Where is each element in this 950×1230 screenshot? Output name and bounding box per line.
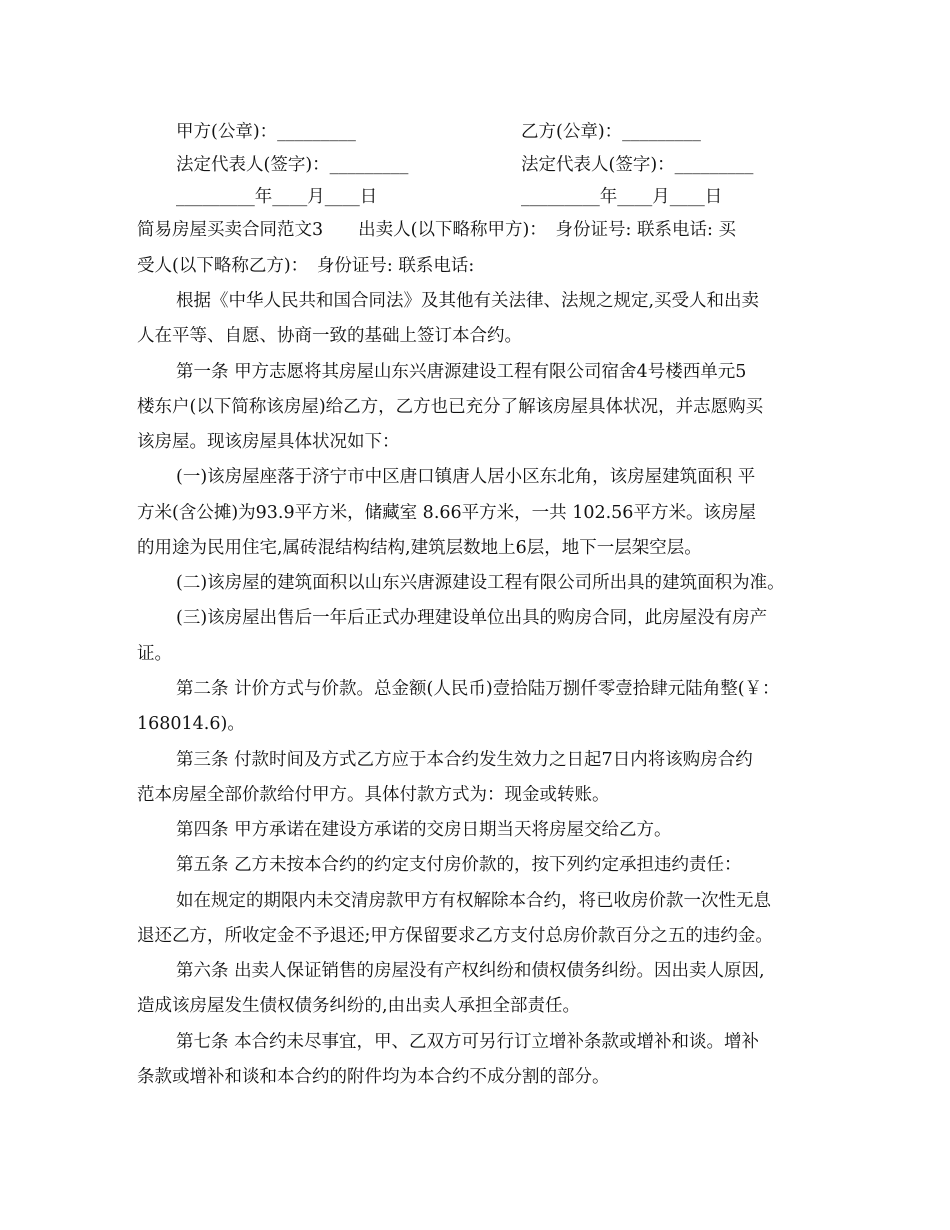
body-line: 证。	[137, 644, 172, 664]
body-line: 简易房屋买卖合同范文3 出卖人(以下略称甲方)： 身份证号: 联系电话: 买	[137, 220, 736, 240]
body-line: (一)该房屋座落于济宁市中区唐口镇唐人居小区东北角，该房屋建筑面积 平	[176, 467, 756, 487]
party-a-date: _________年____月____日	[176, 187, 378, 207]
party-b-representative: 法定代表人(签字)：_________	[521, 155, 754, 175]
body-line: 退还乙方，所收定金不予退还;甲方保留要求乙方支付总房价款百分之五的违约金。	[137, 926, 773, 946]
body-line: 168014.6)。	[137, 714, 245, 734]
party-b-date: _________年____月____日	[521, 187, 723, 207]
body-line: 造成该房屋发生债权债务纠纷的,由出卖人承担全部责任。	[137, 996, 581, 1016]
body-line: 第七条 本合约未尽事宜，甲、乙双方可另行订立增补条款或增补和谈。增补	[176, 1032, 760, 1052]
body-line: 第五条 乙方未按本合约的约定支付房价款的，按下列约定承担违约责任：	[176, 855, 742, 875]
body-line: 第一条 甲方志愿将其房屋山东兴唐源建设工程有限公司宿舍4号楼西单元5	[176, 362, 747, 382]
body-line: 第二条 计价方式与价款。总金额(人民币)壹拾陆万捌仟零壹拾肆元陆角整(￥：	[176, 679, 780, 699]
body-line: 范本房屋全部价款给付甲方。具体付款方式为：现金或转账。	[137, 785, 610, 805]
body-line: (二)该房屋的建筑面积以山东兴唐源建设工程有限公司所出具的建筑面积为准。	[176, 573, 785, 593]
body-line: 第三条 付款时间及方式乙方应于本合约发生效力之日起7日内将该购房合约	[176, 750, 753, 770]
body-line: 如在规定的期限内未交清房款甲方有权解除本合约，将已收房价款一次性无息	[176, 891, 771, 911]
body-line: 第六条 出卖人保证销售的房屋没有产权纠纷和债权债务纠纷。因出卖人原因,	[176, 961, 765, 981]
body-line: (三)该房屋出售后一年后正式办理建设单位出具的购房合同，此房屋没有房产	[176, 608, 768, 628]
body-line: 受人(以下略称乙方)： 身份证号: 联系电话:	[137, 256, 475, 276]
party-b-seal: 乙方(公章)：_________	[521, 122, 701, 142]
body-line: 楼东户(以下简称该房屋)给乙方，乙方也已充分了解该房屋具体状况，并志愿购买	[137, 397, 764, 417]
body-line: 人在平等、自愿、协商一致的基础上签订本合约。	[137, 326, 522, 346]
body-line: 该房屋。现该房屋具体状况如下：	[137, 432, 400, 452]
body-line: 方米(含公摊)为93.9平方米，储藏室 8.66平方米，一共 102.56平方米。该房屋	[137, 503, 756, 523]
party-a-representative: 法定代表人(签字)：_________	[176, 155, 409, 175]
body-line: 条款或增补和谈和本合约的附件均为本合约不成分割的部分。	[137, 1067, 610, 1087]
body-line: 第四条 甲方承诺在建设方承诺的交房日期当天将房屋交给乙方。	[176, 820, 672, 840]
body-line: 的用途为民用住宅,属砖混结构结构,建筑层数地上6层，地下一层架空层。	[137, 538, 702, 558]
body-line: 根据《中华人民共和国合同法》及其他有关法律、法规之规定,买受人和出卖	[176, 291, 760, 311]
party-a-seal: 甲方(公章)：_________	[176, 122, 356, 142]
